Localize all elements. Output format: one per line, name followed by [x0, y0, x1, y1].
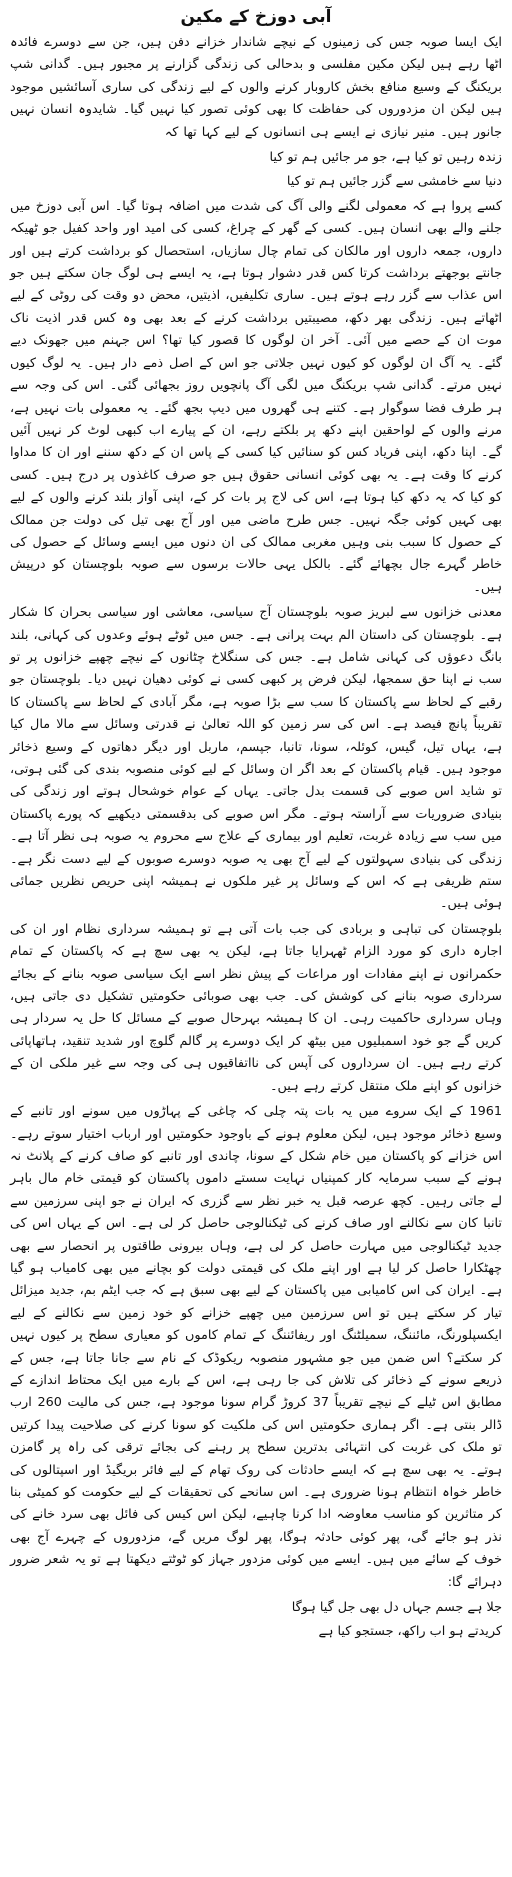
- article-paragraph: 1961 کے ایک سروے میں یہ بات پتہ چلی کہ چاغی کے پہاڑوں میں سونے اور تانبے کے وسیع ذخائر موجود ہیں، لیکن معلوم ہونے کے باوجود حکومتیں اور ارباب اختیار سوتے رہے۔ اس خزانے کو پاکستان میں خام شکل کے سونا، چاندی اور تانبے کو صاف کرنے کے پلانٹ نہ ہونے کے سبب سرمایہ کار کمپنیاں نہایت سستے داموں پاکستان کو قیمتی خام مال باہر لے جاتی رہیں۔ کچھ عرصہ قبل یہ خبر نظر سے گزری کہ ایران نے جو اپنی سرزمین سے تانبا کان سے نکالنے اور صاف کرنے کی ٹیکنالوجی حاصل کر لی ہے۔ اس کے یہاں اس کی جدید ٹیکنالوجی میں مہارت حاصل کر لی ہے، وہاں بیرونی طاقتوں پر انحصار سے بھی چھٹکارا حاصل کر لیا ہے اور اپنے ملک کی قیمتی دولت کو بچانے میں بھی کامیاب ہو گیا ہے۔ ایران کی اس کامیابی میں پاکستان کے لیے بھی سبق ہے کہ جب ایٹم بم، جدید میزائل تیار کر سکتے ہیں تو اس سرزمین میں چھپے خزانے کو خود زمین سے نکالنے کے لیے ایکسپلورنگ، مائننگ، سمیلٹنگ اور ریفائننگ کے تمام کاموں کو معیاری سطح پر کیوں نہیں کر سکتے؟ اس ضمن میں جو مشہور منصوبہ ریکوڈک کے نام سے جانا جاتا ہے، جس کے ذریعے سونے کے ذخائر کی تلاش کی جا رہی ہے، اس کے بارے میں ایک محتاط اندازے کے مطابق اس ٹیلے کے نیچے تقریباً 37 کروڑ گرام سونا موجود ہے، جس کی مالیت 260 ارب ڈالر بنتی ہے۔ اگر ہماری حکومتیں اس کی ملکیت کو سونا کرنے کی صلاحیت پیدا کرتیں تو ملک کی غربت کی انتہائی بدترین سطح پر رہنے کی بجائے ترقی کی راہ پر گامزن ہوتے۔ یہ بھی سچ ہے کہ ایسے حادثات کی روک تھام کے لیے فائر بریگیڈ اور اسپتالوں کی خاطر خواہ انتظام ہونا ضروری ہے۔ اس سانحے کی تحقیقات کے لیے حکومت کو کمیٹی بنا کر متاثرین کو مناسب معاوضہ ادا کرنا چاہیے، لیکن اس کیس کی فائل بھی سرد خانے کی نذر ہو جائے گی، پھر کوئی حادثہ ہوگا، پھر لوگ مریں گے، مزدوروں کے چہرے آج بھی خوف کے سائے میں ہیں۔ ایسے میں کوئی مزدور جہاز کو ٹوٹتے دیکھتا ہے تو یہ شعر ضرور دہرائے گا:: [10, 1104, 502, 1590]
- article-paragraph: بلوچستان کی تباہی و بربادی کی جب بات آتی ہے تو ہمیشہ سرداری نظام اور ان کی اجارہ داری کو مورد الزام ٹھہرایا جاتا ہے، لیکن یہ بھی سچ ہے کہ پاکستان کے تمام حکمرانوں نے اپنے مفادات اور مراعات کے پیش نظر اسے ایک سیاسی صوبہ بنانے کے بجائے سرداری صوبہ بنانے کی کوشش کی۔ جب بھی صوبائی حکومتیں تشکیل دی جاتی ہیں، وہاں سرداری حاکمیت رہی۔ ان کا ہمیشہ بہرحال صوبے کے مسائل کا حل یہ سردار ہی کریں گے جو خود اسمبلیوں میں بیٹھ کر ایک دوسرے پر گالم گلوچ اور شدید تنقید، ہاتھاپائی کرتے رہے ہیں۔ ان سرداروں کی آپس کی نااتفاقیوں ہی کی وجہ سے غیر ملکی ان کے خزانوں کو اپنے ملک منتقل کرتے رہے ہیں۔: [10, 921, 502, 1094]
- article-title: آبی دوزخ کے مکین: [180, 7, 332, 27]
- article-paragraph: کسے پروا ہے کہ معمولی لگنے والی آگ کی شدت میں اضافہ ہوتا گیا۔ اس آبی دوزخ میں جلنے والے بھی انسان ہیں۔ کسی کے گھر کے چراغ، کسی کی امید اور واحد کفیل جو ٹھیکہ داروں، جمعہ داروں اور مالکان کی تمام چال سازیاں، استحصال کو برداشت کرتے ہیں اور جانتے بوجھتے برداشت کرتا کس قدر دشوار ہوتا ہے، یہ ایسے ہی لوگ جان سکتے ہیں جو اس عذاب سے گزر رہے ہوتے ہیں۔ ساری تکلیفیں، اذیتیں، محض دو وقت کی روٹی کے لیے اٹھاتے ہیں۔ زندگی بھر دکھ، مصیبتیں برداشت کرنے کے بعد بھی وہ کس قدر اذیت ناک موت ان کے حصے میں آئی۔ آخر ان لوگوں کا قصور کیا تھا؟ اس جہنم میں جھونک دیے گئے۔ یہ آگ ان لوگوں کو کیوں نہیں جلاتی جو اس کے اصل ذمے دار ہیں۔ یہ لوگ کیوں نہیں مرتے۔ گدانی شپ بریکنگ میں لگی آگ پانچویں روز بجھائی گئی۔ اس کی وجہ سے ہر طرف فضا سوگوار ہے۔ کتنے ہی گھروں میں دیپ بجھ گئے۔ یہ معمولی بات نہیں ہے، مرنے والوں کے لواحقین اپنے دکھ پر بلکتے رہے، ان کے پیارے اب کبھی لوٹ کر نہیں آئیں گے۔ اپنا دکھ، اپنی فریاد کس کو سنائیں کیا کسی کے پاس ان کے دکھ سننے اور ان کا مداوا کرنے کا وقت ہے۔ یہ بھی کوئی انسانی حقوق ہیں جو صرف کاغذوں پر درج ہیں۔ کسی کو کیا کہ یہ دکھ کیا ہوتا ہے، اس کی لاج پر بات کر کے، اپنی آواز بلند کرنے والوں کے لیے بھی کہیں کوئی جگہ نہیں۔ جس طرح ماضی میں اور آج بھی تیل کی دولت جن ممالک کے حصول کا سبب بنی وہیں مغربی ممالک کی ان دنوں میں ایسے وسائل کے حصول کی خاطر گہرے جال بچھائے گئے۔ بالکل یہی حالات برسوں سے صوبہ بلوچستان کو درپیش ہیں۔: [10, 198, 502, 595]
- verse-line: زندہ رہیں تو کیا ہے، جو مر جائیں ہم تو کیا: [269, 150, 502, 166]
- verse-line: دنیا سے خامشی سے گزر جائیں ہم تو کیا: [286, 174, 502, 190]
- article-paragraph: معدنی خزانوں سے لبریز صوبہ بلوچستان آج سیاسی، معاشی اور سیاسی بحران کا شکار ہے۔ بلوچستان کی داستان الم بہت پرانی ہے۔ جس میں ٹوٹے ہوئے وعدوں کی کہانی، بلند بانگ دعوؤں کی کہانی شامل ہے۔ جس کی سنگلاخ چٹانوں کے نیچے چھپے خزانوں پر تو سب نے اپنا حق سمجھا، لیکن فرض پر کبھی کسی نے کوئی دھیان نہیں دیا۔ بلوچستان جو رقبے کے لحاظ سے پاکستان کا سب سے بڑا صوبہ ہے، مگر آبادی کے لحاظ سے پاکستان کا تقریباً پانچ فیصد ہے۔ اس کی سر زمین کو اللہ تعالیٰ نے قدرتی وسائل سے مالا مال کیا ہے، یہاں تیل، گیس، کوئلہ، سونا، تانبا، جپسم، ماربل اور دیگر دھاتوں کے وسیع ذخائر موجود ہیں۔ قیام پاکستان کے بعد اگر ان وسائل کے لیے کوئی منصوبہ بندی کی گئی ہوتی، تو شاید اس صوبے کی قسمت بدل جاتی۔ یہاں کے عوام خوشحال ہوتے اور زندگی کی بنیادی ضروریات سے آراستہ ہوتے۔ مگر اس صوبے کی بدقسمتی دیکھیے کہ پورے پاکستان میں سب سے زیادہ غربت، تعلیم اور بیماری کے علاج سے محروم یہ صوبہ ہی نظر آتا ہے۔ زندگی کی بنیادی سہولتوں کے لیے آج بھی یہ صوبہ دوسرے صوبوں کے لیے دست نگر ہے۔ ستم ظریفی ہے کہ اس کے وسائل پر غیر ملکوں نے ہمیشہ اپنی حریص نظریں جمائی ہوئی ہیں۔: [10, 605, 502, 912]
- article-paragraph: ایک ایسا صوبہ جس کی زمینوں کے نیچے شاندار خزانے دفن ہیں، جن سے دوسرے فائدہ اٹھا رہے ہیں لیکن مکین مفلسی و بدحالی کی زندگی گزارنے پر مجبور ہیں۔ گدانی شپ بریکنگ کے وسیع منافع بخش کاروبار کرنے والوں کے لیے زندگی کی ساری آسائشیں موجود ہیں لیکن ان مزدوروں کی حفاظت کا بھی کوئی تصور کیا نہیں گیا۔ شایدوہ انسان نہیں جانور ہیں۔ منیر نیازی نے ایسے ہی انسانوں کے لیے کہا تھا کہ: [10, 35, 502, 140]
- verse-line: جلا ہے جسم جہاں دل بھی جل گیا ہوگا: [291, 1600, 502, 1616]
- verse-line: کریدتے ہو اب راکھ، جستجو کیا ہے: [318, 1624, 502, 1640]
